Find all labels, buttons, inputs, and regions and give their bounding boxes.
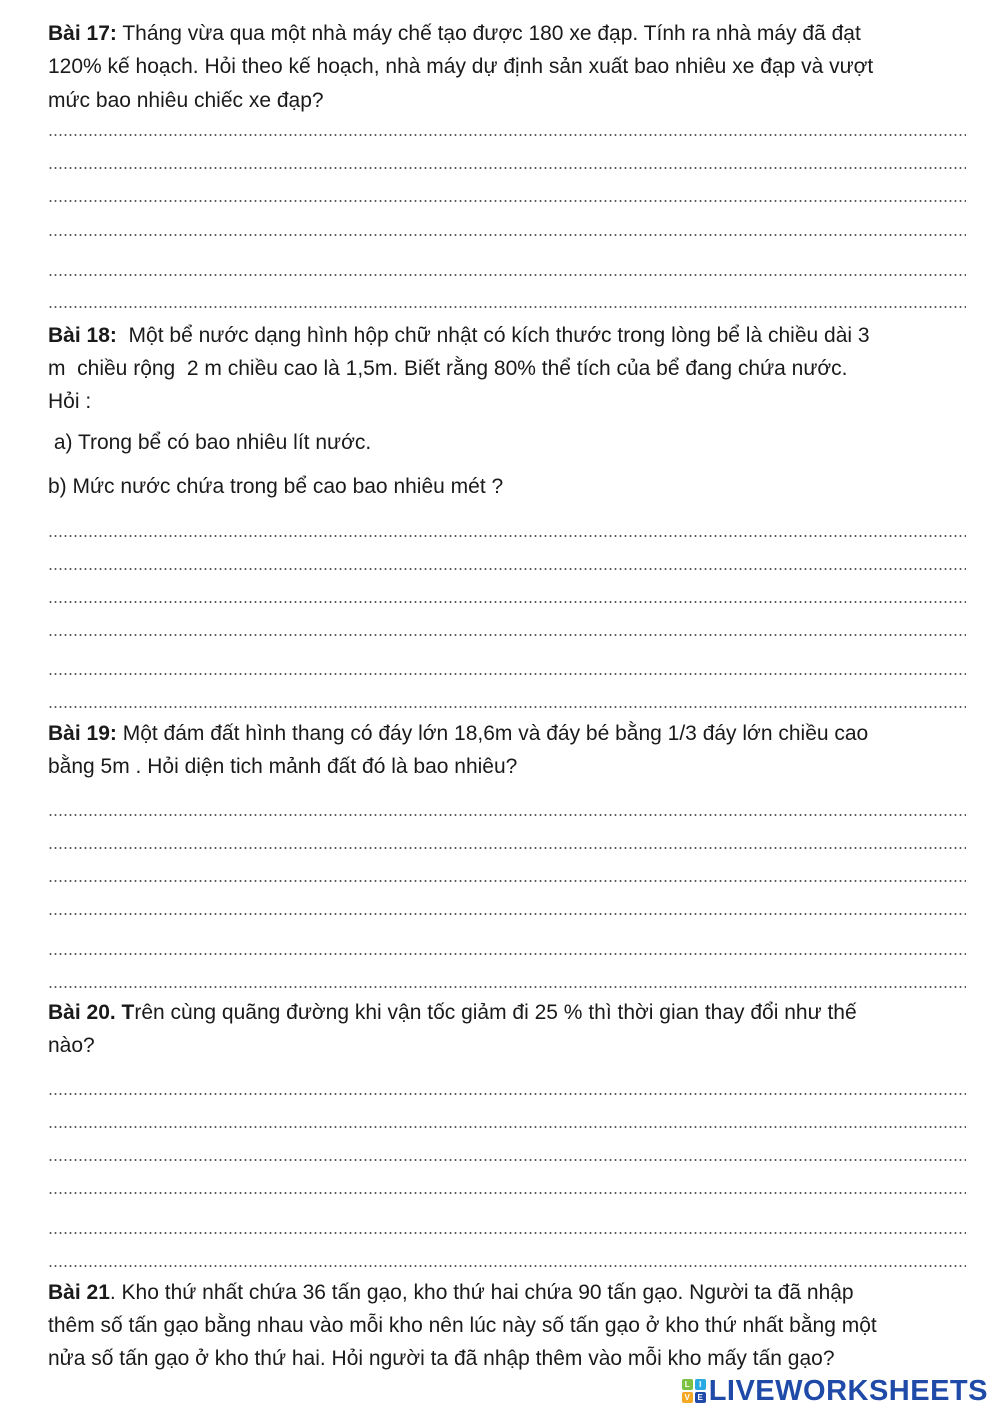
problem-17 (48, 18, 978, 49)
problem-17-line-3: mức bao nhiêu chiếc xe đạp? (48, 89, 324, 112)
answer-line-19-2[interactable] (48, 847, 966, 849)
problem-18 (48, 320, 978, 351)
logo-mark-l: L (682, 1379, 693, 1390)
problem-19-label: Bài 19: (48, 722, 117, 745)
answer-line-19-5[interactable] (48, 953, 966, 955)
problem-17-line-1: Tháng vừa qua một nhà máy chế tạo được 180 xe đạp. Tính ra nhà máy đã đạt (122, 22, 861, 45)
answer-line-17-6[interactable] (48, 306, 966, 308)
problem-17-line-2: 120% kế hoạch. Hỏi theo kế hoạch, nhà máy dự định sản xuất bao nhiêu xe đạp và vượt (48, 55, 874, 78)
answer-line-20-6[interactable] (48, 1265, 966, 1267)
answer-line-17-5[interactable] (48, 274, 966, 276)
problem-18-part-b: b) Mức nước chứa trong bể cao bao nhiêu mét ? (48, 475, 504, 498)
problem-18-line-1: Một bể nước dạng hình hộp chữ nhật có kích thước trong lòng bể là chiều dài 3 (116, 324, 870, 347)
answer-line-20-2[interactable] (48, 1126, 966, 1128)
answer-line-17-3[interactable] (48, 200, 966, 202)
problem-21 (48, 1277, 978, 1308)
answer-line-18-4[interactable] (48, 634, 966, 636)
problem-21-line-3: nửa số tấn gạo ở kho thứ hai. Hỏi người ta đã nhập thêm vào mỗi kho mấy tấn gạo? (48, 1347, 835, 1370)
problem-19-line-2: bằng 5m . Hỏi diện tich mảnh đất đó là bao nhiêu? (48, 755, 518, 778)
problem-17-label: Bài 17: (48, 22, 117, 45)
problem-20-line-2: nào? (48, 1034, 95, 1057)
liveworksheets-logo (682, 1374, 988, 1408)
liveworksheets-logo-text: LIVEWORKSHEETS (708, 1374, 988, 1407)
answer-line-18-2[interactable] (48, 568, 966, 570)
answer-line-17-1[interactable] (48, 134, 966, 136)
problem-19 (48, 718, 978, 749)
answer-line-20-1[interactable] (48, 1093, 966, 1095)
answer-line-19-1[interactable] (48, 814, 966, 816)
answer-line-19-4[interactable] (48, 913, 966, 915)
logo-mark-i: I (695, 1379, 706, 1390)
problem-20-line-1: rên cùng quãng đường khi vận tốc giảm đi 25 % thì thời gian thay đổi như thế (134, 1001, 857, 1024)
answer-line-20-4[interactable] (48, 1192, 966, 1194)
liveworksheets-logo-icon (682, 1379, 706, 1403)
problem-20-label: Bài 20. T (48, 1001, 135, 1024)
problem-18-label: Bài 18: (48, 324, 117, 347)
answer-line-18-1[interactable] (48, 535, 966, 537)
answer-line-19-6[interactable] (48, 986, 966, 988)
problem-21-line-2: thêm số tấn gạo bằng nhau vào mỗi kho nên lúc này số tấn gạo ở kho thứ nhất bằng một (48, 1314, 877, 1337)
problem-20 (48, 997, 978, 1028)
answer-line-19-3[interactable] (48, 880, 966, 882)
answer-line-20-3[interactable] (48, 1159, 966, 1161)
logo-mark-v: V (682, 1392, 693, 1403)
problem-21-line-1: . Kho thứ nhất chứa 36 tấn gạo, kho thứ hai chứa 90 tấn gạo. Người ta đã nhập (109, 1281, 854, 1304)
problem-18-line-2: m chiều rộng 2 m chiều cao là 1,5m. Biết rằng 80% thể tích của bể đang chứa nước. (48, 357, 848, 380)
answer-line-18-5[interactable] (48, 673, 966, 675)
logo-mark-e: E (695, 1392, 706, 1403)
answer-line-17-4[interactable] (48, 234, 966, 236)
answer-line-17-2[interactable] (48, 167, 966, 169)
answer-line-18-6[interactable] (48, 706, 966, 708)
answer-line-20-5[interactable] (48, 1232, 966, 1234)
problem-21-label: Bài 21 (48, 1281, 110, 1304)
problem-19-line-1: Một đám đất hình thang có đáy lớn 18,6m và đáy bé bằng 1/3 đáy lớn chiều cao (122, 722, 869, 745)
problem-18-part-a: a) Trong bể có bao nhiêu lít nước. (48, 431, 372, 454)
answer-line-18-3[interactable] (48, 601, 966, 603)
problem-18-line-3: Hỏi : (48, 390, 92, 413)
